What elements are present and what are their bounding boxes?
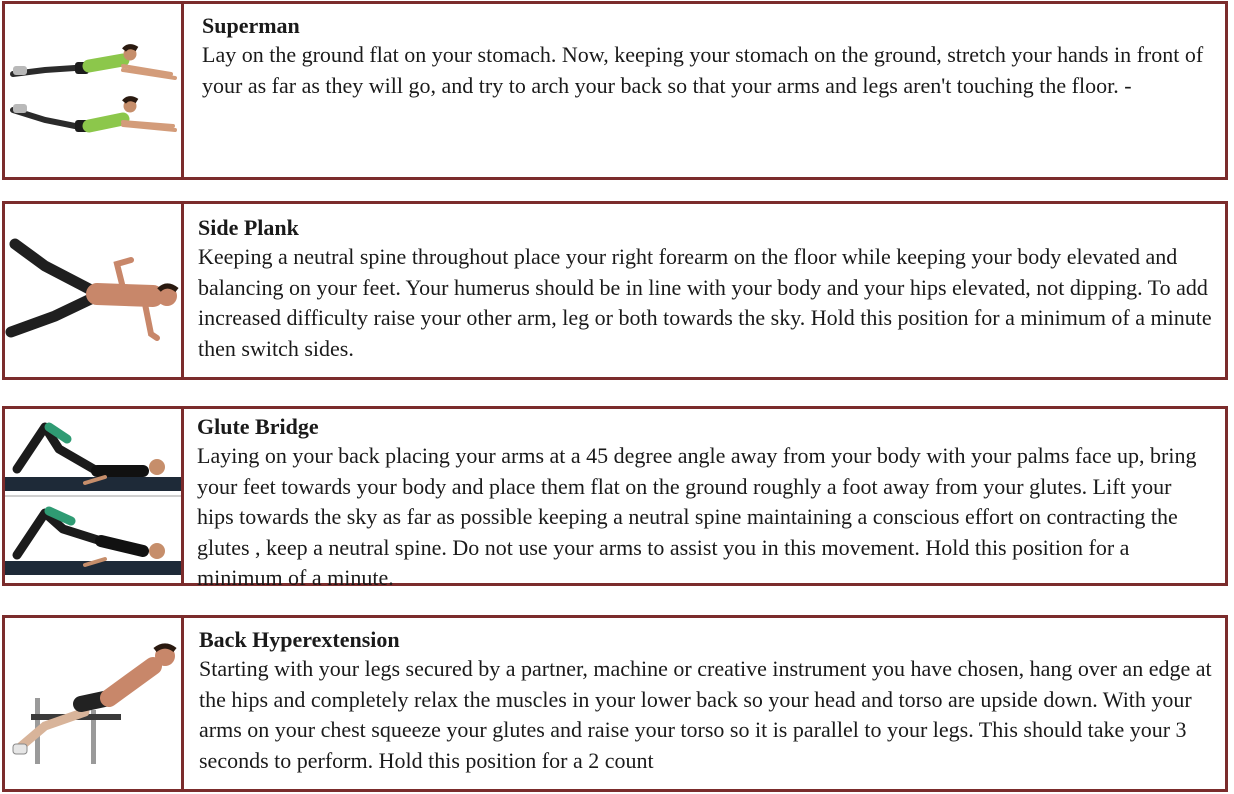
glute-bridge-exercise-image — [5, 409, 184, 583]
exercise-title: Side Plank — [198, 215, 299, 240]
exercise-text — [199, 626, 1213, 776]
exercise-text — [202, 12, 1213, 101]
exercise-text — [198, 214, 1213, 364]
exercise-card-superman — [2, 1, 1228, 180]
exercise-text — [197, 413, 1213, 594]
exercise-card-glute-bridge — [2, 406, 1228, 590]
exercise-description: Starting with your legs secured by a partner, machine or creative instrument you have chosen, hang over an edge at the hips and completely relax the muscles in your lower back so your head and torso are upside down. With your arms on your chest squeeze your glutes and raise your torso so it is parallel to your legs. This should take your 3 seconds to perform. Hold this position for a 2 count — [199, 656, 1212, 773]
superman-exercise-image — [5, 4, 184, 177]
exercise-title: Glute Bridge — [197, 414, 319, 439]
exercise-description: Lay on the ground flat on your stomach. Now, keeping your stomach on the ground, stretch your hands in front of your as far as they will go, and try to arch your back so that your arms and legs aren't touching the floor. - — [202, 42, 1204, 98]
back-hyperextension-exercise-image — [5, 618, 184, 789]
exercise-title: Back Hyperextension — [199, 627, 400, 652]
exercise-description: Keeping a neutral spine throughout place your right forearm on the floor while keeping your body elevated and balancing on your feet. Your humerus should be in line with your body and your hips elevated, not dipping. To add increased difficulty raise your other arm, leg or both towards the sky. Hold this position for a minimum of a minute then switch sides. — [198, 244, 1212, 361]
exercise-card-side-plank — [2, 201, 1228, 380]
exercise-card-back-hyperextension — [2, 615, 1228, 792]
exercise-title: Superman — [202, 13, 300, 38]
side-plank-exercise-image — [5, 204, 184, 377]
exercise-description: Laying on your back placing your arms at a 45 degree angle away from your body with your palms face up, bring your feet towards your body and place them flat on the ground roughly a foot away from your glutes. Lift your hips towards the sky as far as possible keeping a neutral spine maintaining a conscious effort on contracting the glutes , keep a neutral spine. Do not use your arms to assist you in this movement. Hold this position for a minimum of a minute. — [197, 443, 1197, 590]
